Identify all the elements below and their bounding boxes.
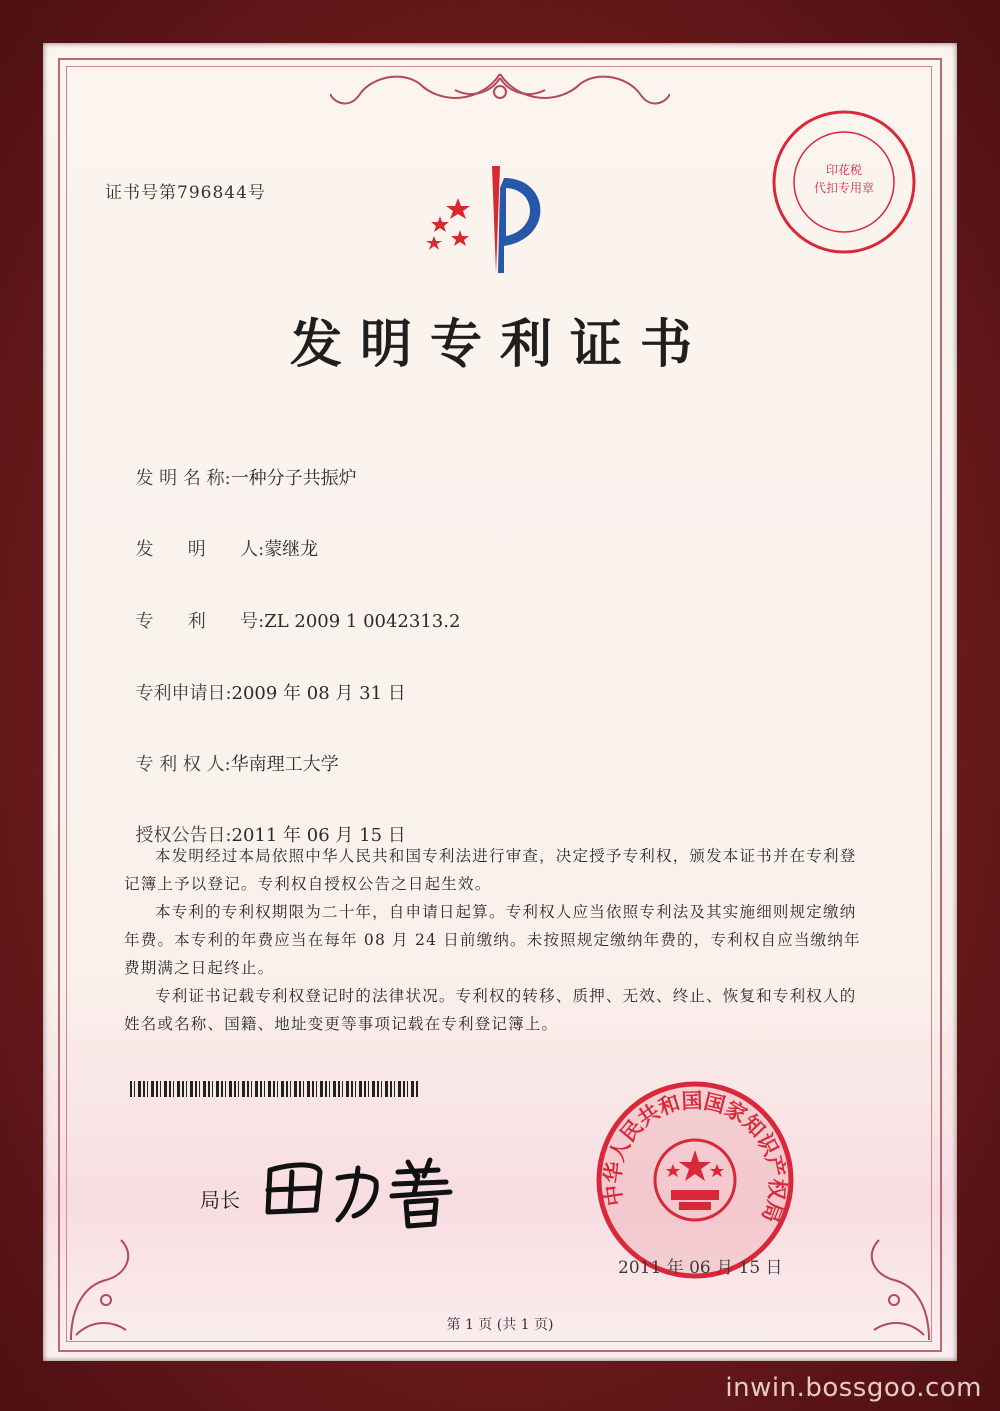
field-value: 华南理工大学 [230,754,339,775]
field-value: 2011 年 06 月 15 日 [231,825,406,846]
barcode [130,1081,420,1097]
watermark: inwin.bossgoo.com [725,1373,982,1403]
field-label: 发 明 人: [135,539,265,560]
official-seal [595,1080,795,1280]
director-signature [258,1150,468,1230]
field-value: 一种分子共振炉 [230,468,357,489]
svg-text:印花税: 印花税 [825,163,863,177]
body-paragraph: 本专利的专利权期限为二十年，自申请日起算。专利权人应当依照专利法及其实施细则规定缴纳年费。本专利的年费应当在每年 08 月 24 日前缴纳。未按照规定缴纳年费的，专利权自应当缴纳年费期满之日起终止。 [124,903,861,977]
certificate-title: 发明专利证书 [289,314,710,375]
field-value: 蒙继龙 [264,539,319,560]
patentee-field [124,729,339,776]
top-ornament [330,64,670,124]
body-paragraph: 专利证书记载专利权登记时的法律状况。专利权的转移、质押、无效、终止、恢复和专利权人的姓名或名称、国籍、地址变更等事项记载在专利登记簿上。 [124,987,857,1033]
patent-number-field [124,586,460,633]
certificate-body [124,842,864,1038]
page-number: 第 1 页 (共 1 页) [446,1317,554,1333]
tax-stamp [770,108,918,256]
application-date-field [124,658,406,705]
field-value: 2009 年 08 月 31 日 [231,683,406,704]
field-label: 专 利 权 人: [135,754,231,775]
field-value: ZL 2009 1 0042313.2 [264,611,461,632]
seal-text: 中华人民共和国国家知识产权局 [599,1087,791,1226]
field-label: 专 利 号: [135,611,265,632]
grant-date-field [124,800,406,847]
svg-text:代扣专用章: 代扣专用章 [813,181,875,195]
patent-office-logo [420,158,570,283]
field-label: 专利申请日: [135,683,232,704]
invention-name-field [124,443,357,490]
inventor-field [124,514,318,561]
certificate-number: 证书号第796844号 [105,183,266,203]
director-label: 局长 [200,1188,240,1212]
field-label: 授权公告日: [135,825,232,846]
body-paragraph: 本发明经过本局依照中华人民共和国专利法进行审查，决定授予专利权，颁发本证书并在专利登记簿上予以登记。专利权自授权公告之日起生效。 [124,847,857,893]
field-label: 发 明 名 称: [135,468,231,489]
seal-date: 2011 年 06 月 15 日 [618,1258,783,1278]
